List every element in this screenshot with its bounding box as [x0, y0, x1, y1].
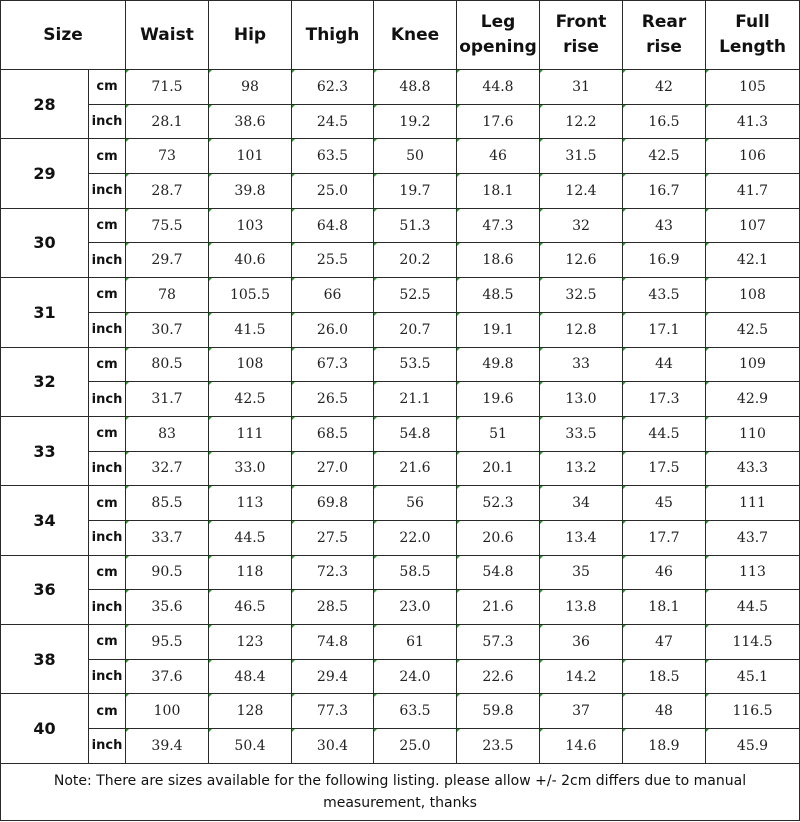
unit-label-cm: cm	[89, 416, 126, 451]
table-row	[1, 520, 800, 555]
measurement-cell: 43.5	[623, 278, 706, 313]
table-row	[1, 555, 800, 590]
measurement-cell: 109	[706, 347, 800, 382]
measurement-cell: 48.4	[209, 659, 292, 694]
unit-label-inch: inch	[89, 104, 126, 139]
measurement-cell: 39.8	[209, 174, 292, 209]
measurement-cell: 33.7	[126, 520, 209, 555]
measurement-cell: 44.5	[706, 590, 800, 625]
measurement-cell: 19.1	[457, 312, 540, 347]
note-row	[1, 763, 800, 820]
measurement-cell: 42.9	[706, 382, 800, 417]
size-header: Size	[1, 1, 126, 70]
measurement-cell: 16.5	[623, 104, 706, 139]
table-row	[1, 451, 800, 486]
measurement-cell: 18.1	[457, 174, 540, 209]
measurement-cell: 42.5	[623, 139, 706, 174]
measurement-cell: 63.5	[292, 139, 374, 174]
measurement-cell: 29.4	[292, 659, 374, 694]
measurement-cell: 26.5	[292, 382, 374, 417]
measurement-cell: 19.2	[374, 104, 457, 139]
measurement-cell: 31.5	[540, 139, 623, 174]
size-label: 32	[1, 347, 89, 416]
measurement-cell: 48.5	[457, 278, 540, 313]
measurement-cell: 21.1	[374, 382, 457, 417]
measurement-cell: 30.7	[126, 312, 209, 347]
measurement-cell: 45	[623, 486, 706, 521]
measurement-cell: 43.7	[706, 520, 800, 555]
measurement-cell: 31	[540, 70, 623, 105]
table-row	[1, 659, 800, 694]
measurement-cell: 44	[623, 347, 706, 382]
unit-label-cm: cm	[89, 278, 126, 313]
measurement-cell: 33	[540, 347, 623, 382]
measurement-cell: 28.7	[126, 174, 209, 209]
measurement-cell: 57.3	[457, 625, 540, 660]
size-label: 31	[1, 278, 89, 347]
table-row	[1, 382, 800, 417]
measurement-cell: 13.8	[540, 590, 623, 625]
col-header-full-length: Full Length	[706, 1, 800, 70]
measurement-cell: 80.5	[126, 347, 209, 382]
measurement-cell: 20.2	[374, 243, 457, 278]
measurement-cell: 32.7	[126, 451, 209, 486]
measurement-cell: 33.5	[540, 416, 623, 451]
col-header-thigh: Thigh	[292, 1, 374, 70]
measurement-cell: 17.6	[457, 104, 540, 139]
measurement-cell: 30.4	[292, 729, 374, 764]
measurement-cell: 40.6	[209, 243, 292, 278]
measurement-cell: 42.5	[706, 312, 800, 347]
measurement-cell: 44.5	[623, 416, 706, 451]
size-label: 28	[1, 70, 89, 139]
measurement-cell: 111	[706, 486, 800, 521]
unit-label-inch: inch	[89, 520, 126, 555]
unit-label-cm: cm	[89, 555, 126, 590]
measurement-cell: 74.8	[292, 625, 374, 660]
measurement-cell: 42.1	[706, 243, 800, 278]
measurement-cell: 35.6	[126, 590, 209, 625]
size-label: 34	[1, 486, 89, 555]
table-row	[1, 625, 800, 660]
measurement-cell: 25.0	[374, 729, 457, 764]
measurement-cell: 72.3	[292, 555, 374, 590]
unit-label-inch: inch	[89, 451, 126, 486]
table-row	[1, 416, 800, 451]
measurement-cell: 103	[209, 208, 292, 243]
measurement-cell: 108	[706, 278, 800, 313]
size-chart-body	[1, 1, 800, 821]
measurement-cell: 107	[706, 208, 800, 243]
measurement-cell: 50.4	[209, 729, 292, 764]
measurement-cell: 41.5	[209, 312, 292, 347]
measurement-cell: 105.5	[209, 278, 292, 313]
table-row	[1, 694, 800, 729]
measurement-cell: 13.4	[540, 520, 623, 555]
measurement-cell: 41.3	[706, 104, 800, 139]
unit-label-inch: inch	[89, 174, 126, 209]
measurement-cell: 34	[540, 486, 623, 521]
measurement-cell: 59.8	[457, 694, 540, 729]
measurement-cell: 17.7	[623, 520, 706, 555]
measurement-cell: 25.5	[292, 243, 374, 278]
col-header-knee: Knee	[374, 1, 457, 70]
measurement-cell: 54.8	[374, 416, 457, 451]
measurement-cell: 46	[457, 139, 540, 174]
measurement-cell: 46.5	[209, 590, 292, 625]
unit-label-inch: inch	[89, 312, 126, 347]
measurement-cell: 48	[623, 694, 706, 729]
measurement-cell: 43.3	[706, 451, 800, 486]
header-row	[1, 1, 800, 70]
unit-label-inch: inch	[89, 243, 126, 278]
col-header-hip: Hip	[209, 1, 292, 70]
measurement-cell: 12.4	[540, 174, 623, 209]
measurement-cell: 23.5	[457, 729, 540, 764]
measurement-cell: 45.9	[706, 729, 800, 764]
col-header-front-rise: Front rise	[540, 1, 623, 70]
measurement-cell: 29.7	[126, 243, 209, 278]
unit-label-cm: cm	[89, 486, 126, 521]
unit-label-inch: inch	[89, 659, 126, 694]
measurement-cell: 23.0	[374, 590, 457, 625]
measurement-cell: 68.5	[292, 416, 374, 451]
unit-label-inch: inch	[89, 590, 126, 625]
measurement-cell: 16.7	[623, 174, 706, 209]
measurement-cell: 42.5	[209, 382, 292, 417]
measurement-cell: 37	[540, 694, 623, 729]
measurement-cell: 67.3	[292, 347, 374, 382]
measurement-cell: 16.9	[623, 243, 706, 278]
measurement-cell: 49.8	[457, 347, 540, 382]
measurement-cell: 123	[209, 625, 292, 660]
measurement-cell: 56	[374, 486, 457, 521]
measurement-cell: 37.6	[126, 659, 209, 694]
measurement-cell: 21.6	[374, 451, 457, 486]
measurement-cell: 47.3	[457, 208, 540, 243]
measurement-cell: 17.3	[623, 382, 706, 417]
unit-label-cm: cm	[89, 208, 126, 243]
measurement-note: Note: There are sizes available for the following listing. please allow +/- 2cm differs due to manual measurement, thanks	[1, 763, 800, 820]
table-row	[1, 729, 800, 764]
measurement-cell: 32	[540, 208, 623, 243]
col-header-leg-opening: Leg opening	[457, 1, 540, 70]
col-header-rear-rise: Rear rise	[623, 1, 706, 70]
measurement-cell: 128	[209, 694, 292, 729]
measurement-cell: 26.0	[292, 312, 374, 347]
measurement-cell: 13.0	[540, 382, 623, 417]
measurement-cell: 32.5	[540, 278, 623, 313]
size-label: 29	[1, 139, 89, 208]
measurement-cell: 61	[374, 625, 457, 660]
measurement-cell: 39.4	[126, 729, 209, 764]
measurement-cell: 90.5	[126, 555, 209, 590]
measurement-cell: 64.8	[292, 208, 374, 243]
measurement-cell: 108	[209, 347, 292, 382]
measurement-cell: 17.1	[623, 312, 706, 347]
measurement-cell: 52.5	[374, 278, 457, 313]
measurement-cell: 95.5	[126, 625, 209, 660]
measurement-cell: 62.3	[292, 70, 374, 105]
size-label: 36	[1, 555, 89, 624]
measurement-cell: 75.5	[126, 208, 209, 243]
table-row	[1, 208, 800, 243]
measurement-cell: 44.5	[209, 520, 292, 555]
table-row	[1, 486, 800, 521]
measurement-cell: 85.5	[126, 486, 209, 521]
measurement-cell: 24.5	[292, 104, 374, 139]
measurement-cell: 12.6	[540, 243, 623, 278]
unit-label-cm: cm	[89, 625, 126, 660]
measurement-cell: 113	[706, 555, 800, 590]
measurement-cell: 98	[209, 70, 292, 105]
measurement-cell: 78	[126, 278, 209, 313]
measurement-cell: 18.9	[623, 729, 706, 764]
measurement-cell: 12.8	[540, 312, 623, 347]
measurement-cell: 31.7	[126, 382, 209, 417]
measurement-cell: 36	[540, 625, 623, 660]
measurement-cell: 18.1	[623, 590, 706, 625]
measurement-cell: 71.5	[126, 70, 209, 105]
unit-label-cm: cm	[89, 347, 126, 382]
table-row	[1, 243, 800, 278]
unit-label-inch: inch	[89, 729, 126, 764]
table-row	[1, 174, 800, 209]
measurement-cell: 21.6	[457, 590, 540, 625]
measurement-cell: 19.7	[374, 174, 457, 209]
measurement-cell: 41.7	[706, 174, 800, 209]
table-row	[1, 278, 800, 313]
measurement-cell: 52.3	[457, 486, 540, 521]
measurement-cell: 27.0	[292, 451, 374, 486]
measurement-cell: 19.6	[457, 382, 540, 417]
measurement-cell: 73	[126, 139, 209, 174]
measurement-cell: 38.6	[209, 104, 292, 139]
measurement-cell: 114.5	[706, 625, 800, 660]
measurement-cell: 58.5	[374, 555, 457, 590]
measurement-cell: 20.1	[457, 451, 540, 486]
measurement-cell: 47	[623, 625, 706, 660]
measurement-cell: 77.3	[292, 694, 374, 729]
measurement-cell: 53.5	[374, 347, 457, 382]
measurement-cell: 101	[209, 139, 292, 174]
table-row	[1, 347, 800, 382]
measurement-cell: 12.2	[540, 104, 623, 139]
unit-label-cm: cm	[89, 70, 126, 105]
measurement-cell: 116.5	[706, 694, 800, 729]
unit-label-cm: cm	[89, 139, 126, 174]
measurement-cell: 51	[457, 416, 540, 451]
measurement-cell: 14.6	[540, 729, 623, 764]
measurement-cell: 18.6	[457, 243, 540, 278]
table-row	[1, 104, 800, 139]
measurement-cell: 83	[126, 416, 209, 451]
measurement-cell: 54.8	[457, 555, 540, 590]
measurement-cell: 106	[706, 139, 800, 174]
size-label: 40	[1, 694, 89, 763]
size-label: 38	[1, 625, 89, 694]
measurement-cell: 14.2	[540, 659, 623, 694]
table-row	[1, 312, 800, 347]
measurement-cell: 105	[706, 70, 800, 105]
unit-label-cm: cm	[89, 694, 126, 729]
measurement-cell: 110	[706, 416, 800, 451]
measurement-cell: 50	[374, 139, 457, 174]
measurement-cell: 28.1	[126, 104, 209, 139]
measurement-cell: 118	[209, 555, 292, 590]
table-row	[1, 590, 800, 625]
col-header-waist: Waist	[126, 1, 209, 70]
measurement-cell: 27.5	[292, 520, 374, 555]
measurement-cell: 20.7	[374, 312, 457, 347]
measurement-cell: 22.0	[374, 520, 457, 555]
measurement-cell: 100	[126, 694, 209, 729]
measurement-cell: 43	[623, 208, 706, 243]
measurement-cell: 42	[623, 70, 706, 105]
measurement-cell: 13.2	[540, 451, 623, 486]
table-row	[1, 70, 800, 105]
measurement-cell: 17.5	[623, 451, 706, 486]
measurement-cell: 24.0	[374, 659, 457, 694]
measurement-cell: 63.5	[374, 694, 457, 729]
size-label: 33	[1, 416, 89, 485]
measurement-cell: 18.5	[623, 659, 706, 694]
measurement-cell: 25.0	[292, 174, 374, 209]
measurement-cell: 35	[540, 555, 623, 590]
measurement-cell: 111	[209, 416, 292, 451]
table-row	[1, 139, 800, 174]
measurement-cell: 46	[623, 555, 706, 590]
unit-label-inch: inch	[89, 382, 126, 417]
measurement-cell: 45.1	[706, 659, 800, 694]
measurement-cell: 51.3	[374, 208, 457, 243]
size-label: 30	[1, 208, 89, 277]
measurement-cell: 22.6	[457, 659, 540, 694]
measurement-cell: 44.8	[457, 70, 540, 105]
measurement-cell: 33.0	[209, 451, 292, 486]
measurement-cell: 48.8	[374, 70, 457, 105]
measurement-cell: 20.6	[457, 520, 540, 555]
measurement-cell: 28.5	[292, 590, 374, 625]
measurement-cell: 69.8	[292, 486, 374, 521]
measurement-cell: 66	[292, 278, 374, 313]
measurement-cell: 113	[209, 486, 292, 521]
